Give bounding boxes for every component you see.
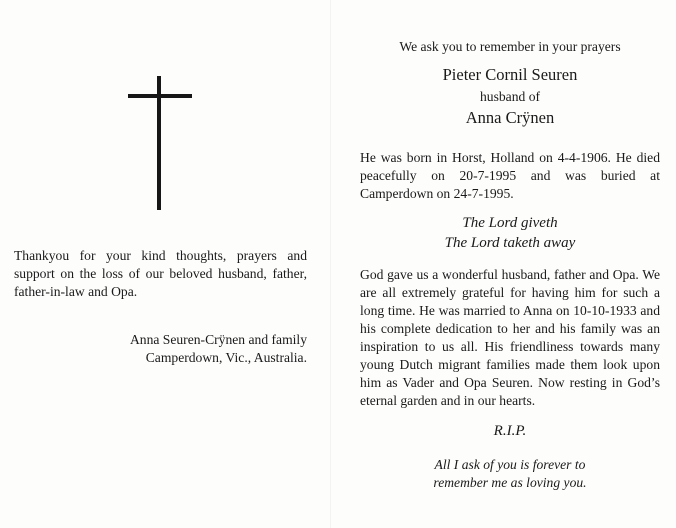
cross-icon	[128, 76, 192, 210]
tribute-paragraph: God gave us a wonderful husband, father and Opa. We are all extremely grateful for having him for such a long time. He was married to Anna on 10-10-1933 and his complete dedication to her and his family was an inspiration to us all. His friendliness towards many young Dutch migrant families made them look upon him as Vader and Opa Seuren. Now resting in God’s eternal garden and in our hearts.	[360, 267, 660, 408]
family-location: Camperdown, Vic., Australia.	[145, 350, 307, 365]
closing-line-1: All I ask of you is forever to	[434, 457, 586, 472]
scripture-line-1: The Lord giveth	[462, 215, 558, 231]
life-dates-paragraph: He was born in Horst, Holland on 4-4-1906. He died peacefully on 20-7-1995 and was buried at Camperdown on 24-7-1995.	[360, 150, 660, 201]
prayer-request: We ask you to remember in your prayers	[399, 39, 621, 54]
closing-verse	[360, 456, 660, 492]
relation-label: husband of	[479, 89, 541, 104]
cross-horizontal-bar	[128, 94, 192, 98]
scripture-line-2: The Lord taketh away	[444, 235, 576, 251]
thank-you-message: Thankyou for your kind thoughts, prayers and support on the loss of our beloved husband, father, father-in-law and Opa.	[14, 248, 307, 299]
spouse-name: Anna Crÿnen	[465, 108, 555, 127]
scripture-verse	[360, 213, 660, 253]
family-signature	[14, 331, 307, 367]
family-names: Anna Seuren-Crÿnen and family	[129, 332, 307, 347]
deceased-name: Pieter Cornil Seuren	[442, 65, 578, 84]
fold-line	[330, 0, 331, 528]
closing-line-2: remember me as loving you.	[433, 475, 587, 490]
rip-text: R.I.P.	[493, 423, 527, 439]
